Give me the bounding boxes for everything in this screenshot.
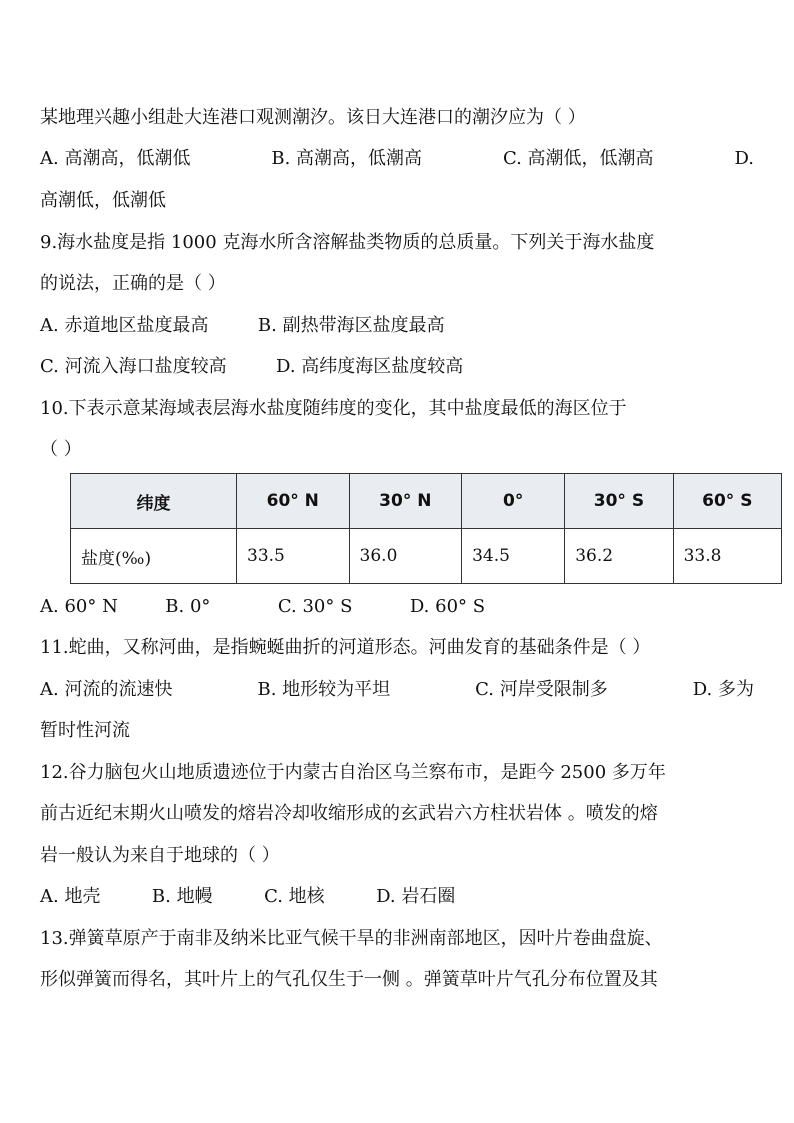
q11-option-d[interactable]: D. 多为 (692, 679, 754, 700)
table-header-cell: 0° (462, 474, 565, 529)
q13-stem-line1: 13.弹簧草原产于南非及纳米比亚气候干旱的非洲南部地区，因叶片卷曲盘旋、 (40, 928, 663, 949)
q10-options (40, 595, 754, 619)
q8-option-d-wrap[interactable]: 高潮低，低潮低 (40, 190, 166, 211)
table-header-cell: 30° N (349, 474, 462, 529)
table-header-cell: 60° S (673, 474, 781, 529)
q8-option-c[interactable]: C. 高潮低，低潮高 (502, 148, 654, 169)
table-header-cell: 纬度 (71, 474, 237, 529)
table-cell: 33.5 (237, 529, 350, 584)
q13-stem-line2: 形似弹簧而得名，其叶片上的气孔仅生于一侧 。弹簧草叶片气孔分布位置及其 (40, 969, 658, 990)
table-header-cell: 30° S (565, 474, 673, 529)
table-cell: 36.0 (349, 529, 462, 584)
q9-options-row2 (40, 355, 754, 379)
table-cell: 34.5 (462, 529, 565, 584)
q9-stem-line1: 9.海水盐度是指 1000 克海水所含溶解盐类物质的总质量。下列关于海水盐度 (40, 232, 655, 253)
q9-option-a[interactable]: A. 赤道地区盐度最高 (40, 315, 209, 336)
q8-option-d[interactable]: D. (734, 148, 754, 169)
q12-option-c[interactable]: C. 地核 (264, 886, 325, 907)
q8-stem: 某地理兴趣小组赴大连港口观测潮汐。该日大连港口的潮汐应为（ ） (40, 107, 586, 128)
q9-stem-line2: 的说法，正确的是（ ） (40, 273, 226, 294)
q12-stem-line3: 岩一般认为来自于地球的（ ） (40, 845, 280, 866)
q11-option-a[interactable]: A. 河流的流速快 (40, 679, 173, 700)
q12-options (40, 885, 754, 909)
q10-option-b[interactable]: B. 0° (165, 596, 211, 617)
q12-stem-line2: 前古近纪末期火山喷发的熔岩冷却收缩形成的玄武岩六方柱状岩体 。喷发的熔 (40, 803, 658, 824)
q10-option-d[interactable]: D. 60° S (409, 596, 486, 617)
q12-option-a[interactable]: A. 地壳 (40, 886, 101, 907)
table-row (71, 529, 782, 584)
table-header-row (71, 474, 782, 529)
q10-stem-line1: 10.下表示意某海域表层海水盐度随纬度的变化，其中盐度最低的海区位于 (40, 398, 627, 419)
table-cell: 33.8 (673, 529, 781, 584)
q9-option-b[interactable]: B. 副热带海区盐度最高 (257, 315, 445, 336)
q9-option-c[interactable]: C. 河流入海口盐度较高 (40, 356, 227, 377)
salinity-table (70, 473, 782, 584)
q12-option-b[interactable]: B. 地幔 (151, 886, 213, 907)
q11-options (40, 678, 754, 702)
q11-option-d-wrap[interactable]: 暂时性河流 (40, 720, 130, 741)
q12-stem-line1: 12.谷力脑包火山地质遗迹位于内蒙古自治区乌兰察布市，是距今 2500 多万年 (40, 762, 666, 783)
q10-option-a[interactable]: A. 60° N (40, 596, 118, 617)
table-cell: 36.2 (565, 529, 673, 584)
q8-option-b[interactable]: B. 高潮高，低潮高 (271, 148, 423, 169)
q9-option-d[interactable]: D. 高纬度海区盐度较高 (276, 356, 464, 377)
q11-option-c[interactable]: C. 河岸受限制多 (475, 679, 608, 700)
q10-stem-line2: （ ） (40, 439, 82, 460)
q8-options (40, 147, 754, 171)
q12-option-d[interactable]: D. 岩石圈 (376, 886, 456, 907)
q11-stem: 11.蛇曲，又称河曲，是指蜿蜒曲折的河道形态。河曲发育的基础条件是（ ） (40, 637, 651, 658)
q8-option-a[interactable]: A. 高潮高，低潮低 (40, 148, 191, 169)
q9-options-row1 (40, 314, 754, 338)
q11-option-b[interactable]: B. 地形较为平坦 (257, 679, 391, 700)
q10-option-c[interactable]: C. 30° S (277, 596, 353, 617)
table-row-label: 盐度(‰) (71, 529, 237, 584)
table-header-cell: 60° N (237, 474, 350, 529)
